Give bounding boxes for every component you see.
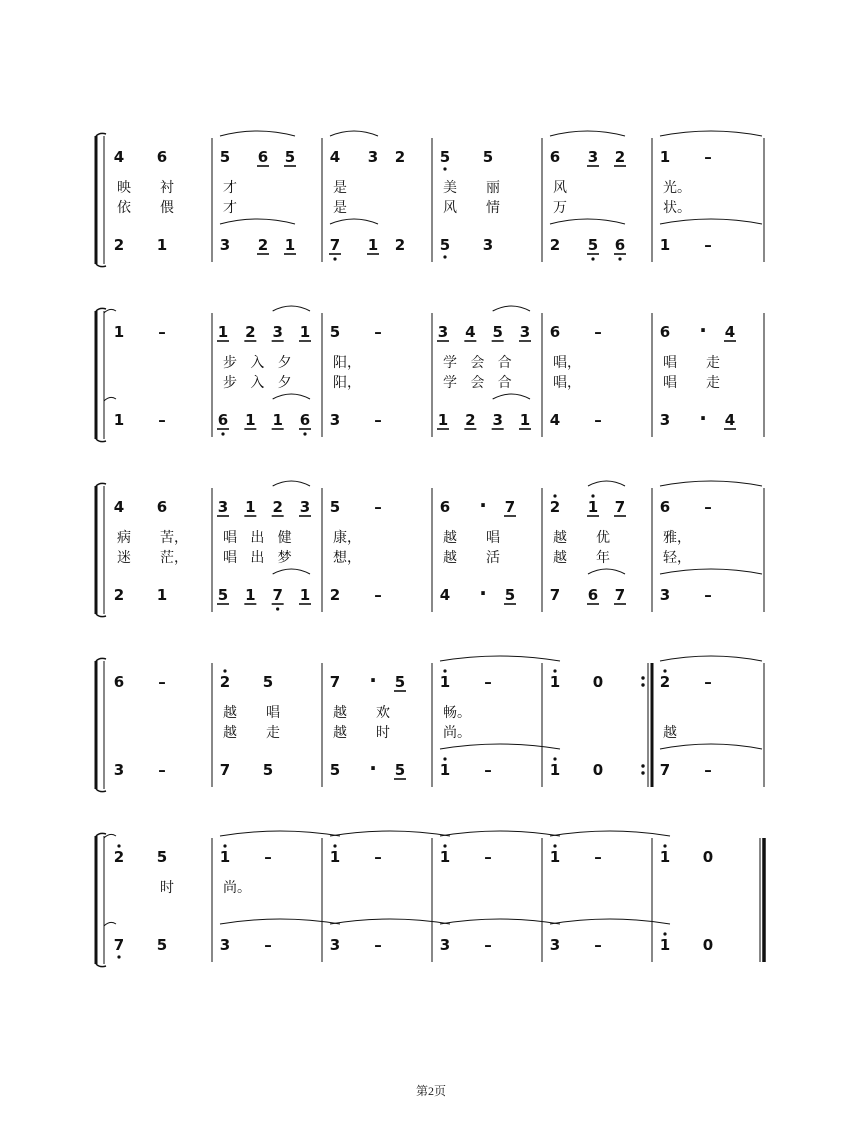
jianpu-note: 2 [394,236,406,254]
extension-dash: – [704,498,712,516]
slur [588,569,625,574]
augmentation-dot: · [699,406,707,430]
low-octave-dot [276,607,279,610]
high-octave-dot [553,669,556,672]
lyric-char: 状。 [663,200,691,216]
low-octave-dot [221,432,224,435]
jianpu-note: 2 [394,148,406,166]
augmentation-dot: · [369,668,377,692]
extension-dash: – [704,148,712,166]
lyric-char: 会 [470,375,485,391]
lyric-char: 尚。 [443,725,471,741]
jianpu-note: 6 [587,586,599,604]
bracket-hook [96,789,106,792]
low-octave-dot [333,257,336,260]
lyric-char: 偎 [160,200,174,216]
slur [273,481,310,486]
jianpu-note: 7 [659,761,671,779]
jianpu-note: 5 [482,148,494,166]
lyric-char: 尚。 [223,880,251,896]
jianpu-note: 6 [614,236,626,254]
high-octave-dot [443,844,446,847]
lyric-char: 是 [333,180,347,196]
jianpu-note: 6 [659,498,671,516]
jianpu-note: 0 [702,936,714,954]
jianpu-note: 1 [659,936,671,954]
jianpu-note: 4 [439,586,451,604]
slur [660,131,762,136]
lyric-char: 出 [250,550,265,566]
jianpu-note: 6 [659,323,671,341]
extension-dash: – [158,411,166,429]
jianpu-note: 6 [257,148,269,166]
lyric-char: 时 [376,725,390,741]
jianpu-note: 2 [113,586,125,604]
page-number: 第2页 [415,1084,446,1098]
lyric-char: 风 [443,200,457,216]
jianpu-note: 5 [492,323,503,341]
jianpu-note: 5 [217,586,229,604]
jianpu-note: 6 [549,323,561,341]
jianpu-note: 1 [299,586,311,604]
lyric-char: 想， [333,550,361,566]
lyric-char: 唱 [663,375,677,391]
jianpu-note: 5 [262,673,274,691]
lyric-char: 依 [117,200,131,216]
slur [660,744,762,749]
slur [273,394,310,399]
jianpu-note: 4 [113,148,125,166]
low-octave-dot [591,257,594,260]
lyric-char: 情 [486,200,500,216]
bracket-hook [96,964,106,967]
slur [550,219,625,224]
lyric-char: 唱 [223,530,237,546]
jianpu-note: 1 [219,848,231,866]
jianpu-note: 3 [437,323,449,341]
high-octave-dot [553,494,556,497]
extension-dash: – [594,936,602,954]
slur [493,394,530,399]
tie-continuation [104,397,116,401]
jianpu-note: 1 [659,148,671,166]
extension-dash: – [484,673,492,691]
lyric-char: 学 [443,375,457,391]
jianpu-note: 2 [113,236,125,254]
slur [330,219,378,224]
jianpu-note: 2 [113,848,125,866]
high-octave-dot [553,757,556,760]
lyric-char: 走 [706,355,720,371]
jianpu-note: 0 [592,673,604,691]
lyric-char: 出 [250,530,265,546]
slur [220,831,340,836]
lyric-char: 茫， [160,550,188,566]
lyric-char: 夕 [277,355,292,371]
lyric-char: 合 [497,375,512,391]
lyric-char: 唱 [266,705,280,721]
jianpu-note: 3 [299,498,311,516]
jianpu-note: 1 [659,848,671,866]
low-octave-dot [303,432,306,435]
jianpu-note: 1 [439,848,451,866]
jianpu-note: 2 [549,236,561,254]
slur [660,569,762,574]
low-octave-dot [117,955,120,958]
repeat-dot [641,764,644,767]
jianpu-note: 1 [549,848,561,866]
jianpu-note: 3 [367,148,379,166]
lyric-char: 阳， [333,355,361,371]
lyric-char: 夕 [277,375,292,391]
slur [660,481,762,486]
extension-dash: – [158,323,166,341]
slur [440,831,560,836]
jianpu-note: 5 [394,673,406,691]
jianpu-note: 6 [113,673,125,691]
lyric-char: 唱， [553,355,581,371]
lyric-char: 入 [250,355,265,371]
lyric-char: 越 [333,725,347,741]
lyric-char: 越 [223,705,237,721]
bracket-hook [96,658,106,661]
extension-dash: – [704,586,712,604]
jianpu-note: 3 [492,411,503,429]
jianpu-note: 5 [329,761,341,779]
jianpu-note: 1 [439,673,451,691]
lyric-char: 阳， [333,375,361,391]
high-octave-dot [663,932,666,935]
jianpu-note: 6 [217,411,229,429]
jianpu-note: 1 [113,323,125,341]
extension-dash: – [704,761,712,779]
jianpu-note: 6 [156,498,168,516]
jianpu-note: 7 [549,586,561,604]
jianpu-note: 0 [592,761,604,779]
high-octave-dot [117,844,120,847]
jianpu-note: 1 [284,236,296,254]
jianpu-note: 2 [329,586,341,604]
high-octave-dot [663,844,666,847]
slur [273,569,310,574]
jianpu-note: 5 [439,236,451,254]
jianpu-note: 1 [587,498,599,516]
bracket-hook [96,133,106,136]
jianpu-note: 2 [549,498,561,516]
extension-dash: – [374,323,382,341]
lyric-char: 步 [223,355,237,371]
jianpu-note: 5 [329,498,341,516]
jianpu-note: 3 [482,236,494,254]
bracket-hook [96,833,106,836]
bracket-hook [96,264,106,267]
jianpu-note: 5 [156,848,168,866]
extension-dash: – [484,848,492,866]
jianpu-note: 1 [549,761,561,779]
augmentation-dot: · [479,493,487,517]
lyric-char: 欢 [376,705,390,721]
jianpu-note: 1 [156,236,168,254]
jianpu-note: 3 [113,761,125,779]
jianpu-note: 4 [465,323,476,341]
high-octave-dot [443,757,446,760]
jianpu-note: 2 [614,148,626,166]
jianpu-note: 4 [724,323,736,341]
lyric-char: 越 [443,530,457,546]
lyric-char: 万 [553,200,567,216]
jianpu-note: 1 [245,411,256,429]
jianpu-note: 0 [702,848,714,866]
jianpu-note: 3 [329,936,341,954]
lyric-char: 学 [443,355,457,371]
extension-dash: – [264,848,272,866]
lyric-char: 健 [277,530,292,546]
lyric-char: 映 [117,180,131,196]
tie-continuation [104,922,116,926]
lyric-char: 畅。 [443,705,471,721]
lyric-char: 唱 [223,550,237,566]
high-octave-dot [553,844,556,847]
jianpu-note: 7 [614,586,626,604]
jianpu-note: 6 [439,498,451,516]
lyric-char: 越 [663,725,677,741]
repeat-dot [641,676,644,679]
repeat-dot [641,683,644,686]
lyric-char: 迷 [117,550,131,566]
slur [660,219,762,224]
jianpu-note: 1 [299,323,311,341]
augmentation-dot: · [699,318,707,342]
jianpu-note: 5 [587,236,599,254]
jianpu-note: 1 [156,586,168,604]
jianpu-note: 4 [724,411,736,429]
jianpu-note: 6 [156,148,168,166]
extension-dash: – [594,848,602,866]
slur [273,306,310,311]
lyric-char: 丽 [486,180,500,196]
repeat-dot [641,771,644,774]
high-octave-dot [333,844,336,847]
lyric-char: 光。 [663,180,691,196]
lyric-char: 是 [333,200,347,216]
jianpu-note: 5 [394,761,406,779]
extension-dash: – [594,411,602,429]
bracket-hook [96,439,106,442]
augmentation-dot: · [369,756,377,780]
lyric-char: 走 [266,725,280,741]
high-octave-dot [591,494,594,497]
jianpu-note: 7 [329,236,341,254]
slur [660,656,762,661]
high-octave-dot [223,669,226,672]
jianpu-note: 2 [659,673,671,691]
slur [493,306,530,311]
jianpu-note: 4 [549,411,561,429]
lyric-char: 衬 [160,180,174,196]
extension-dash: – [374,411,382,429]
tie-continuation [104,834,116,838]
lyric-char: 活 [486,550,500,566]
jianpu-note: 3 [217,498,229,516]
jianpu-note: 2 [465,411,476,429]
bracket-hook [96,308,106,311]
lyric-char: 入 [250,375,265,391]
jianpu-note: 3 [659,586,671,604]
slur [550,131,625,136]
jianpu-note: 2 [257,236,269,254]
lyric-char: 越 [443,550,457,566]
lyric-char: 步 [223,375,237,391]
jianpu-note: 2 [219,673,231,691]
slur [330,831,450,836]
extension-dash: – [374,848,382,866]
jianpu-note: 7 [219,761,231,779]
lyric-char: 越 [553,550,567,566]
slur [220,131,295,136]
jianpu-note: 1 [217,323,229,341]
jianpu-note: 5 [504,586,516,604]
jianpu-note: 1 [437,411,449,429]
jianpu-note: 6 [549,148,561,166]
extension-dash: – [264,936,272,954]
lyric-char: 才 [223,180,237,196]
tie-continuation [104,309,116,313]
high-octave-dot [443,669,446,672]
jianpu-note: 1 [245,498,256,516]
low-octave-dot [618,257,621,260]
lyric-char: 合 [497,355,512,371]
extension-dash: – [158,673,166,691]
jianpu-note: 2 [245,323,256,341]
jianpu-note: 1 [659,236,671,254]
extension-dash: – [374,936,382,954]
lyric-char: 康， [333,530,361,546]
jianpu-note: 7 [614,498,626,516]
bracket-hook [96,483,106,486]
jianpu-note: 2 [272,498,283,516]
jianpu-note: 3 [219,236,231,254]
slur [550,831,670,836]
jianpu-note: 3 [659,411,671,429]
slur [330,131,378,136]
lyric-char: 病 [117,530,131,546]
jianpu-note: 3 [549,936,561,954]
lyric-char: 越 [223,725,237,741]
jianpu-note: 4 [113,498,125,516]
lyric-char: 优 [596,530,610,546]
bracket-hook [96,614,106,617]
extension-dash: – [484,936,492,954]
slur [220,219,295,224]
extension-dash: – [374,498,382,516]
lyric-char: 轻， [663,550,691,566]
jianpu-note: 7 [272,586,283,604]
jianpu-note: 3 [219,936,231,954]
jianpu-note: 5 [329,323,341,341]
jianpu-note: 4 [329,148,341,166]
jianpu-note: 1 [549,673,561,691]
lyric-char: 越 [553,530,567,546]
jianpu-note: 1 [367,236,379,254]
high-octave-dot [223,844,226,847]
jianpu-note: 1 [329,848,341,866]
extension-dash: – [374,586,382,604]
augmentation-dot: · [479,581,487,605]
jianpu-note: 1 [113,411,125,429]
lyric-char: 时 [160,880,174,896]
high-octave-dot [663,669,666,672]
lyric-char: 才 [223,200,237,216]
jianpu-note: 7 [113,936,125,954]
jianpu-note: 7 [504,498,516,516]
jianpu-note: 5 [156,936,168,954]
slur [588,481,625,486]
jianpu-note: 1 [519,411,531,429]
jianpu-note: 5 [262,761,274,779]
jianpu-note: 5 [219,148,231,166]
lyric-char: 年 [596,550,610,566]
jianpu-note: 1 [439,761,451,779]
extension-dash: – [484,761,492,779]
jianpu-note: 3 [329,411,341,429]
lyric-char: 雅， [663,530,691,546]
lyric-char: 美 [443,180,457,196]
lyric-char: 唱， [553,375,581,391]
lyric-char: 梦 [277,550,292,566]
lyric-char: 会 [470,355,485,371]
jianpu-note: 7 [329,673,341,691]
jianpu-note: 3 [439,936,451,954]
lyric-char: 走 [706,375,720,391]
slur [440,656,560,661]
extension-dash: – [704,673,712,691]
extension-dash: – [158,761,166,779]
jianpu-note: 1 [245,586,256,604]
lyric-char: 越 [333,705,347,721]
jianpu-note: 5 [439,148,451,166]
extension-dash: – [704,236,712,254]
lyric-char: 唱 [663,355,677,371]
extension-dash: – [594,323,602,341]
low-octave-dot [443,167,446,170]
lyric-char: 唱 [486,530,500,546]
jianpu-note: 6 [299,411,311,429]
jianpu-note: 1 [272,411,283,429]
jianpu-note: 3 [587,148,599,166]
lyric-char: 风 [553,180,567,196]
jianpu-note: 3 [519,323,531,341]
low-octave-dot [443,255,446,258]
jianpu-note: 5 [284,148,296,166]
jianpu-note: 3 [272,323,283,341]
lyric-char: 苦， [160,530,188,546]
